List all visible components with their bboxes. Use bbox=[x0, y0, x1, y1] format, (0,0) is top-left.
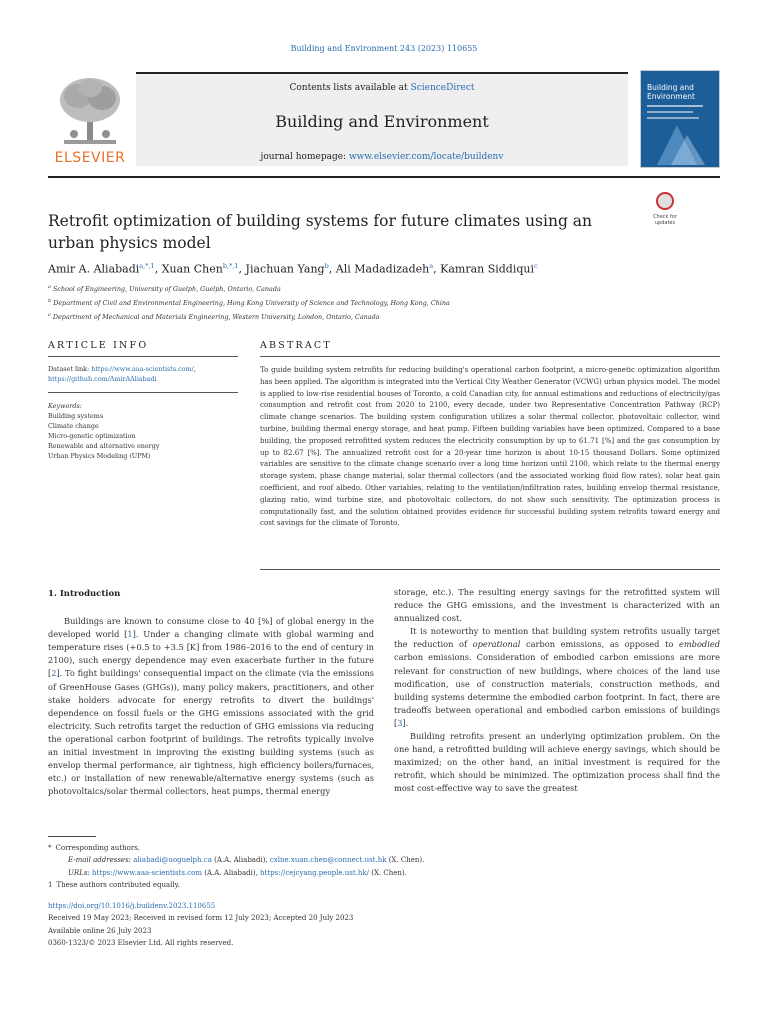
contents-prefix: Contents lists available at bbox=[289, 83, 411, 93]
available-online: Available online 26 July 2023 bbox=[48, 926, 152, 935]
footnote-marker: * bbox=[48, 844, 52, 852]
article-info-rule bbox=[48, 356, 238, 357]
author-name: Jiachuan Yang bbox=[245, 262, 325, 276]
author-separator: , bbox=[154, 262, 162, 276]
affiliation-item bbox=[48, 295, 728, 309]
dataset-links bbox=[48, 364, 238, 384]
url-link-cejcyang[interactable]: https://cejcyang.people.ust.hk/ bbox=[260, 868, 369, 877]
footnote-emails bbox=[56, 854, 656, 866]
body-column-right bbox=[394, 586, 720, 796]
footnotes bbox=[48, 842, 656, 892]
author-name: Ali Madadizadeh bbox=[335, 262, 430, 276]
footnote-equal-contribution bbox=[48, 879, 656, 891]
keywords-rule bbox=[48, 392, 238, 393]
author-affiliation-marker[interactable]: c bbox=[534, 262, 538, 270]
journal-cover-thumbnail[interactable] bbox=[640, 70, 720, 168]
abstract-body: To guide building system retrofits for reducing building's operational carbon footprint, a micro-genetic optimization algorithm has been applied. The algorithm is integrated into the Vertical City Weather Generator (VCWG) urban physics model. The model is applied to low-rise residential houses of Toronto, a cold Canadian city, for annual estimations and reductions of electricity/gas consumption and retrofit cost from 2020 to 2100, every decade, under two Representative Concentration Pathway (RCP) climate change scenarios. The building system configuration utilizes a solar thermal collector, photovoltaic collector, wind turbine, building thermal energy storage, and heat pump. Fifteen building variables have been optimized. Compared to a base building, the proposed retrofitted system reduces the electricity consumption by up to 61.71 [%] and the gas consumption by up to 82.67 [%]. The annualized retrofit cost for a 20-year time horizon is about 10-15 thousand Dollars. Some optimized variables are sensitive to the climate change scenario over a long time horizon until 2100, which relate to the thermal energy storage system, phase change material, solar thermal collectors (and the associated working fluid flow rates), solar heat gain coefficient, and roof albedo. Other variables, relating to the ventilation/infiltration rates, building envelop thermal resistance, glazing ratio, wind turbine size, and photovoltaic collectors, do not show such sensitivity. The optimization process is computationally fast, and the solution obtained provides evidence for successful building system retrofits toward energy and cost savings for the climate of Toronto. bbox=[260, 365, 720, 528]
citation-ref[interactable]: 1 bbox=[127, 629, 133, 640]
doi-link[interactable]: https://doi.org/10.1016/j.buildenv.2023.110655 bbox=[48, 902, 216, 910]
cover-title bbox=[647, 83, 695, 101]
text-run: ]. Under a changing climate with global warming and temperature rises (+0.5 to +3.5 [K] from 1986–2016 to the end of century in 2100), such energy dependence may even exacerbate further in the future [ bbox=[48, 629, 374, 679]
keyword-item: Renewable and alternative energy bbox=[48, 442, 160, 450]
abstract-end-rule bbox=[260, 569, 720, 570]
email-label: E-mail addresses: bbox=[68, 856, 132, 865]
emphasis: embodied bbox=[678, 639, 720, 650]
text-run: carbon emissions, as opposed to bbox=[520, 639, 679, 650]
intro-paragraph-2 bbox=[394, 625, 720, 730]
journal-title: Building and Environment bbox=[275, 112, 489, 131]
elsevier-wordmark: ELSEVIER bbox=[54, 150, 126, 166]
paper-title: Retrofit optimization of building systems for future climates using an urban physics model bbox=[48, 212, 593, 252]
intro-paragraph-1-continued: storage, etc.). The resulting energy savings for the retrofitted system will reduce the GHG emissions, and the investment is characterized with an annualized cost. bbox=[394, 587, 720, 624]
citation-ref[interactable]: 2 bbox=[51, 668, 57, 679]
text-run: ]. To fight buildings' consequential impact on the climate (via the emissions of GreenHouse Gases (GHGs)), many policy makers, practitioners, and other stake holders advocate for energy retrofits to divert the buildings' dependence on fossil fuels or the GHG emissions associated with the grid electricity. Such retrofits target the reduction of GHG emissions via reducing the operational carbon footprint of buildings. The retrofits typically involve an initial investment in improving the existing building systems (such as envelop thermal performance, air tightness, high efficiency boilers/furnaces, etc.) or installation of new renewable/alternative energy systems (such as photovoltaics/solar thermal collectors, heat pumps, thermal energy bbox=[48, 668, 374, 797]
check-updates-label bbox=[646, 214, 684, 226]
abstract-heading: ABSTRACT bbox=[260, 340, 332, 351]
body-column-left bbox=[48, 588, 374, 798]
text-run: carbon emissions. Consideration of embodied carbon emissions are more relevant for construction of new buildings, where choices of the land use modification, use of construction materials, construction methods, and building systems determine the embodied carbon footprint. In fact, there are tradeoffs between operational and embodied carbon emissions of buildings [ bbox=[394, 652, 720, 728]
dataset-link-aaa[interactable]: https://www.aaa-scientists.com/ bbox=[91, 365, 194, 373]
article-metadata bbox=[48, 900, 648, 950]
check-updates-icon bbox=[656, 192, 674, 210]
journal-homepage-link[interactable]: www.elsevier.com/locate/buildenv bbox=[348, 152, 504, 162]
cover-title-line1: Building and bbox=[647, 83, 694, 92]
received-dates: Received 19 May 2023; Received in revised form 12 July 2023; Accepted 20 July 2023 bbox=[48, 914, 354, 923]
email-link-chen[interactable]: cxlne.xuan.chen@connect.ust.hk bbox=[269, 856, 387, 865]
text-run: Buildings are known to consume close to 40 [%] of global energy in the developed world [ bbox=[48, 616, 374, 640]
homepage-prefix: journal homepage: bbox=[260, 152, 349, 162]
abstract-rule bbox=[260, 356, 720, 357]
keyword-item: Micro-genetic optimization bbox=[48, 432, 136, 440]
affiliation-marker: a bbox=[48, 284, 51, 290]
check-for-updates-button[interactable] bbox=[646, 192, 684, 234]
emphasis: operational bbox=[472, 639, 521, 650]
intro-paragraph-3: Building retrofits present an underlying optimization problem. On the one hand, a retrofitted building will achieve energy savings, which should be maximized; on the other hand, an initial investment is required for the retrofit, which should be minimized. The optimization process shall find the most cost-effective way to save the greatest bbox=[394, 731, 720, 794]
author-name: Amir A. Aliabadi bbox=[48, 262, 140, 276]
author-affiliation-marker[interactable]: a bbox=[429, 262, 434, 270]
contents-line bbox=[136, 83, 628, 93]
footnote-text: (A.A. Aliabadi), bbox=[202, 868, 261, 877]
urls-label: URLs: bbox=[68, 868, 90, 877]
author-separator: , bbox=[328, 262, 336, 276]
check-updates-line1: Check for bbox=[653, 214, 677, 220]
journal-banner bbox=[136, 72, 628, 166]
section-heading-introduction: 1. Introduction bbox=[48, 589, 121, 599]
author-affiliation-marker[interactable]: a,*,1 bbox=[139, 262, 155, 270]
sciencedirect-link[interactable]: ScienceDirect bbox=[410, 83, 475, 93]
elsevier-tree-icon bbox=[54, 74, 126, 148]
affiliation-text: Department of Mechanical and Materials Engineering, Western University, London, Ontario, Canada bbox=[52, 313, 380, 322]
footnote-text: (A.A. Aliabadi), bbox=[211, 856, 270, 865]
dataset-label: Dataset link: bbox=[48, 365, 92, 373]
affiliation-text: Department of Civil and Environmental Engineering, Hong Kong University of Science and Technology, Hong Kong, China bbox=[53, 299, 450, 308]
intro-paragraph-1 bbox=[48, 615, 374, 798]
text-run: ]. bbox=[402, 717, 409, 728]
article-info-heading: ARTICLE INFO bbox=[48, 340, 149, 351]
journal-header bbox=[48, 70, 720, 168]
cover-decoration bbox=[647, 105, 707, 165]
affiliations bbox=[48, 281, 728, 323]
author-name: Kamran Siddiqui bbox=[440, 262, 535, 276]
footnote-text: (X. Chen). bbox=[368, 868, 407, 877]
author-separator: , bbox=[433, 262, 441, 276]
author-affiliation-marker[interactable]: b,*,1 bbox=[222, 262, 239, 270]
homepage-line bbox=[136, 152, 628, 162]
copyright-line: 0360-1323/© 2023 Elsevier Ltd. All rights reserved. bbox=[48, 939, 234, 948]
cover-title-line2: Environment bbox=[647, 92, 695, 101]
email-link-aliabadi[interactable]: aliabadi@uoguelph.ca bbox=[133, 856, 212, 865]
affiliation-marker: b bbox=[48, 298, 52, 305]
footnote-corresponding bbox=[48, 842, 656, 854]
affiliation-item bbox=[48, 309, 728, 323]
author-list bbox=[48, 262, 728, 276]
footnote-text: Corresponding authors. bbox=[55, 844, 141, 852]
affiliation-marker: c bbox=[48, 312, 51, 319]
keyword-item: Urban Physics Modeling (UPM) bbox=[48, 452, 151, 460]
footnote-marker: 1 bbox=[48, 881, 53, 890]
affiliation-text: School of Engineering, University of Guelph, Guelph, Ontario, Canada bbox=[53, 285, 281, 294]
footnote-urls bbox=[56, 867, 656, 879]
article-info bbox=[48, 364, 238, 461]
citation-ref[interactable]: 3 bbox=[397, 717, 403, 728]
header-divider bbox=[48, 176, 720, 178]
dataset-link-github[interactable]: https://github.com/AmirAAliabadi bbox=[48, 375, 157, 383]
keyword-item: Climate change bbox=[48, 422, 99, 430]
keyword-item: Building systems bbox=[48, 412, 104, 420]
footnote-text: (X. Chen). bbox=[386, 856, 425, 865]
elsevier-logo[interactable] bbox=[48, 70, 132, 168]
footnote-divider bbox=[48, 836, 96, 837]
author-separator: , bbox=[238, 262, 246, 276]
keywords-label: Keywords: bbox=[48, 402, 82, 410]
author-affiliation-marker[interactable]: b bbox=[324, 262, 329, 270]
dataset-separator: , bbox=[193, 365, 196, 373]
affiliation-item bbox=[48, 281, 728, 295]
footnote-text: These authors contributed equally. bbox=[56, 881, 180, 890]
text-run: It is noteworthy to mention that building system retrofits usually target the reduction of bbox=[394, 626, 720, 650]
journal-citation[interactable]: Building and Environment 243 (2023) 110655 bbox=[290, 44, 478, 53]
author-name: Xuan Chen bbox=[161, 262, 223, 276]
check-updates-line2: updates bbox=[654, 220, 676, 226]
url-link-aaa[interactable]: https://www.aaa-scientists.com bbox=[92, 868, 203, 877]
